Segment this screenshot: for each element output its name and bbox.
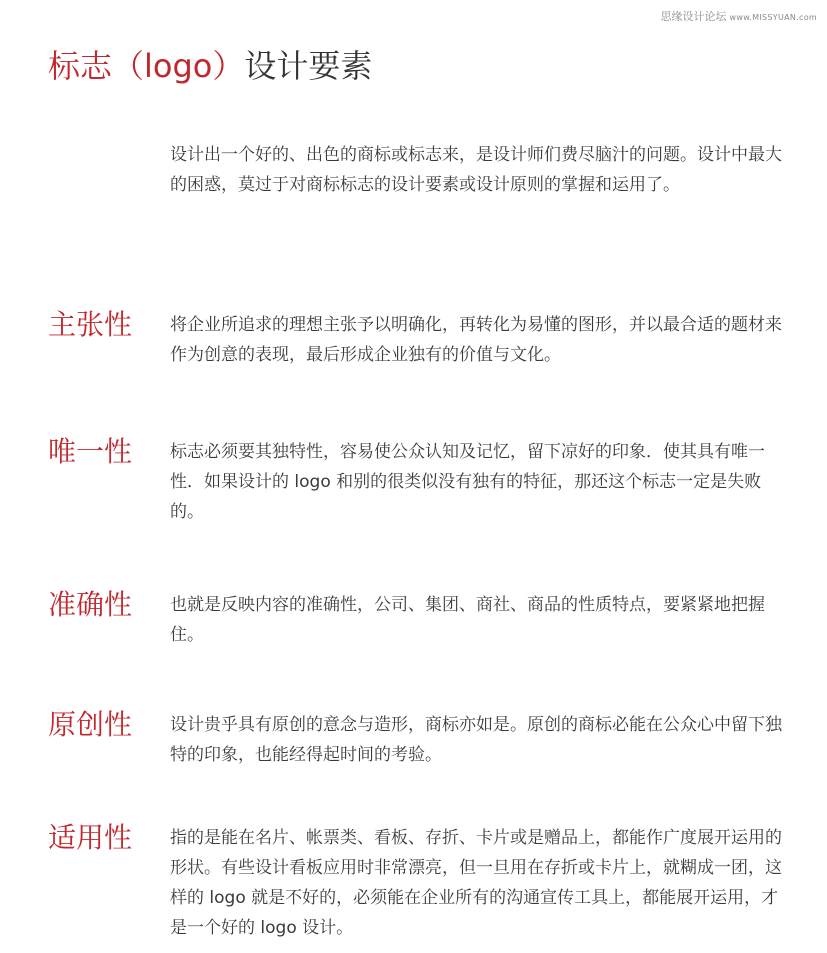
- section-label: 原创性: [48, 708, 133, 741]
- section-label: 准确性: [48, 588, 133, 621]
- page-title-red: 标志（logo）: [48, 47, 245, 85]
- section-label: 唯一性: [48, 435, 133, 468]
- section-label: 主张性: [48, 308, 133, 341]
- page-title: [48, 44, 372, 88]
- section-label: 适用性: [48, 821, 133, 854]
- section-text: 标志必须要其独特性，容易使公众认知及记忆，留下凉好的印象．使其具有唯一性．如果设计的 logo 和别的很类似没有独有的特征，那还这个标志一定是失败的。: [170, 442, 765, 522]
- section-text: 设计贵乎具有原创的意念与造形，商标亦如是。原创的商标必能在公众心中留下独特的印象，也能经得起时间的考验。: [170, 715, 782, 765]
- watermark-text: 思缘设计论坛: [660, 10, 727, 23]
- section-text: 指的是能在名片、帐票类、看板、存折、卡片或是赠品上，都能作广度展开运用的形状。有些设计看板应用时非常漂亮，但一旦用在存折或卡片上，就糊成一团，这样的 logo 就是不好的，必须能在企业所有的沟通宣传工具上，都能展开运用，才是一个好的 logo 设计。: [170, 828, 782, 938]
- page-title-dark: 设计要素: [244, 47, 373, 85]
- section-text: 将企业所追求的理想主张予以明确化，再转化为易懂的图形，并以最合适的题材来作为创意的表现，最后形成企业独有的价值与文化。: [170, 315, 782, 365]
- intro-paragraph: 设计出一个好的、出色的商标或标志来，是设计师们费尽脑汁的问题。设计中最大的困惑，莫过于对商标标志的设计要素或设计原则的掌握和运用了。: [170, 145, 782, 195]
- watermark-url: www.MISSYUAN.com: [729, 13, 817, 22]
- section-text: 也就是反映内容的准确性，公司、集团、商社、商品的性质特点，要紧紧地把握住。: [170, 595, 765, 645]
- watermark: [661, 8, 817, 24]
